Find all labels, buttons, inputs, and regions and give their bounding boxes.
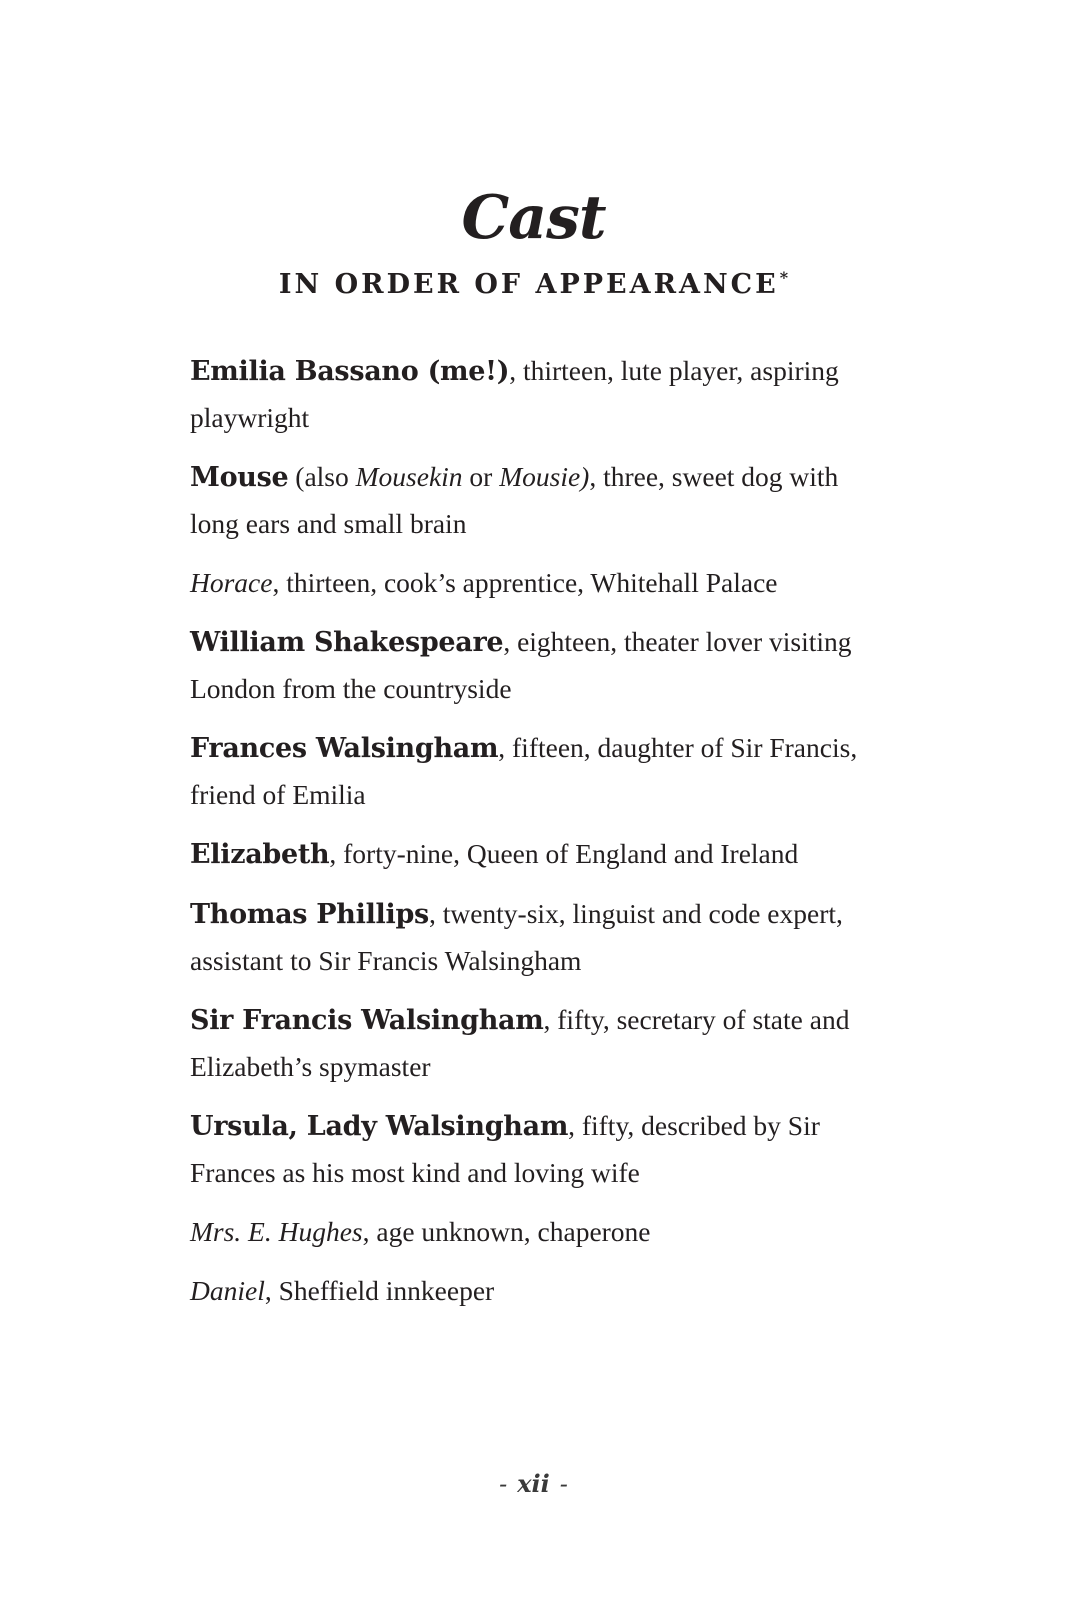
character-description: , thirteen, lute player, aspiring playwright: [190, 355, 839, 433]
character-name: Horace: [190, 567, 273, 598]
character-name: Daniel: [190, 1275, 265, 1306]
character-description: , twenty-six, linguist and code expert, assistant to Sir Francis Walsingham: [190, 898, 843, 976]
alias-intro: (also: [288, 461, 356, 492]
character-description: , three, sweet dog with long ears and small brain: [190, 461, 839, 539]
character-name: Mouse: [190, 462, 289, 493]
character-description: , age unknown, chaperone: [362, 1216, 651, 1247]
alias-separator: or: [462, 461, 500, 492]
character-name: Thomas Phillips: [190, 899, 429, 930]
character-name: Elizabeth: [190, 839, 330, 870]
page-number: [0, 1466, 1067, 1502]
character-description: , Sheffield innkeeper: [264, 1275, 495, 1306]
page-number-value: xii: [517, 1469, 550, 1498]
cast-entry-frances: [190, 725, 880, 818]
character-description: , fifty, described by Sir Frances as his most kind and loving wife: [190, 1110, 820, 1188]
character-description: , forty-nine, Queen of England and Ireland: [329, 838, 799, 869]
footnote-asterisk: *: [779, 268, 789, 287]
cast-entry-ursula: [190, 1103, 880, 1196]
character-name: Ursula, Lady Walsingham: [190, 1111, 569, 1142]
character-description: , thirteen, cook’s apprentice, Whitehall Palace: [272, 567, 778, 598]
character-name: William Shakespeare: [190, 627, 504, 658]
character-alias: Mousie): [499, 461, 590, 492]
cast-entry-thomas: [190, 891, 880, 984]
cast-entry-elizabeth: [190, 831, 880, 878]
character-name: Frances Walsingham: [190, 733, 499, 764]
character-alias: Mousekin: [355, 461, 463, 492]
character-name: Mrs. E. Hughes: [190, 1216, 363, 1247]
cast-entry-horace: [190, 560, 880, 606]
character-name: Sir Francis Walsingham: [190, 1005, 544, 1036]
character-name: Emilia Bassano (me!): [190, 356, 510, 387]
cast-entry-shakespeare: [190, 619, 880, 712]
cast-list: [190, 348, 880, 1327]
page-title: Cast: [461, 183, 606, 253]
page-number-dash-right: -: [559, 1470, 568, 1498]
character-description: , eighteen, theater lover visiting London from the countryside: [190, 626, 852, 704]
cast-entry-mouse: [190, 454, 880, 547]
cast-entry-emilia: [190, 348, 880, 441]
cast-entry-hughes: [190, 1209, 880, 1255]
character-description: , fifteen, daughter of Sir Francis, friend of Emilia: [190, 732, 858, 810]
cast-entry-daniel: [190, 1268, 880, 1314]
character-description: , fifty, secretary of state and Elizabeth’s spymaster: [190, 1004, 850, 1082]
subtitle-text: IN ORDER OF APPEARANCE: [278, 269, 779, 300]
page-number-dash-left: -: [499, 1470, 508, 1498]
page-subtitle: [0, 258, 1067, 305]
cast-entry-sir-francis: [190, 997, 880, 1090]
